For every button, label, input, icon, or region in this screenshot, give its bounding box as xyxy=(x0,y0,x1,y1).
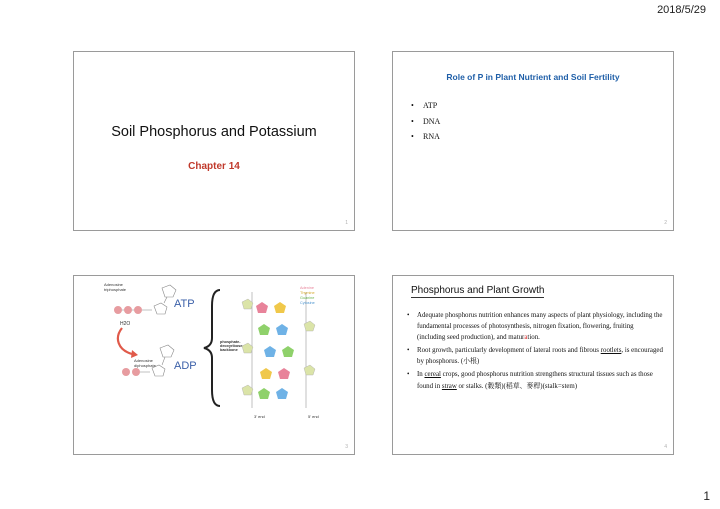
bullet-atp: • ATP xyxy=(411,98,440,114)
backbone-label: phosphate-deoxyribose backbone xyxy=(220,340,243,352)
slide-title: Role of P in Plant Nutrient and Soil Fertility xyxy=(446,72,620,82)
legend-guanine: Guanine xyxy=(300,296,315,300)
slide-4[interactable] xyxy=(392,275,674,455)
slide-title: Soil Phosphorus and Potassium xyxy=(111,124,317,140)
adenosine-di-label: Adenosine diphosphate xyxy=(134,358,156,368)
slide-number: 2 xyxy=(664,220,667,226)
legend-thymine: Thymine xyxy=(300,291,315,295)
bullet-dna: • DNA xyxy=(411,114,440,130)
slide-3[interactable] xyxy=(73,275,355,455)
slide-number: 3 xyxy=(345,444,348,450)
slide-1[interactable] xyxy=(73,51,355,231)
water-label: H2O xyxy=(120,321,131,327)
legend-adenine: Adenine xyxy=(300,286,314,290)
slide-2[interactable] xyxy=(392,51,674,231)
atp-label: ATP xyxy=(174,298,195,310)
legend-cytosine: Cytosine xyxy=(300,301,315,305)
bullet-rna: • RNA xyxy=(411,129,440,145)
page-number: 1 xyxy=(703,489,710,503)
bullet-list xyxy=(411,98,440,145)
slide-number: 1 xyxy=(345,220,348,226)
slide-number: 4 xyxy=(664,444,667,450)
bullet-physiology: • Adequate phosphorus nutrition enhances many aspects of plant physiology, including the fundamental processes of photosynthesis, nitrogen fixation, flowering, fruiting (including seed production), and maturation. xyxy=(407,310,663,343)
bullet-cereal-crops: • In cereal crops, good phosphorus nutrition strengthens structural tissues such as those found in straw or stalks. (穀類)(稻草、麥稈)(stalk=stem) xyxy=(407,369,663,391)
chapter-subtitle: Chapter 14 xyxy=(188,161,240,172)
header-date: 2018/5/29 xyxy=(657,4,706,16)
dna-ladder xyxy=(242,292,315,408)
bullet-list xyxy=(407,310,663,394)
bullet-root-growth: • Root growth, particularly development of lateral roots and fibrous rootlets, is encouraged by phosphorus. (小根) xyxy=(407,345,663,367)
slide-title: Phosphorus and Plant Growth xyxy=(411,285,545,296)
adenosine-tri-label: Adenosine triphosphate xyxy=(104,282,127,292)
adp-label: ADP xyxy=(174,360,197,372)
three-prime-label: 3' end xyxy=(254,414,265,419)
five-prime-label: 5' end xyxy=(308,414,319,419)
